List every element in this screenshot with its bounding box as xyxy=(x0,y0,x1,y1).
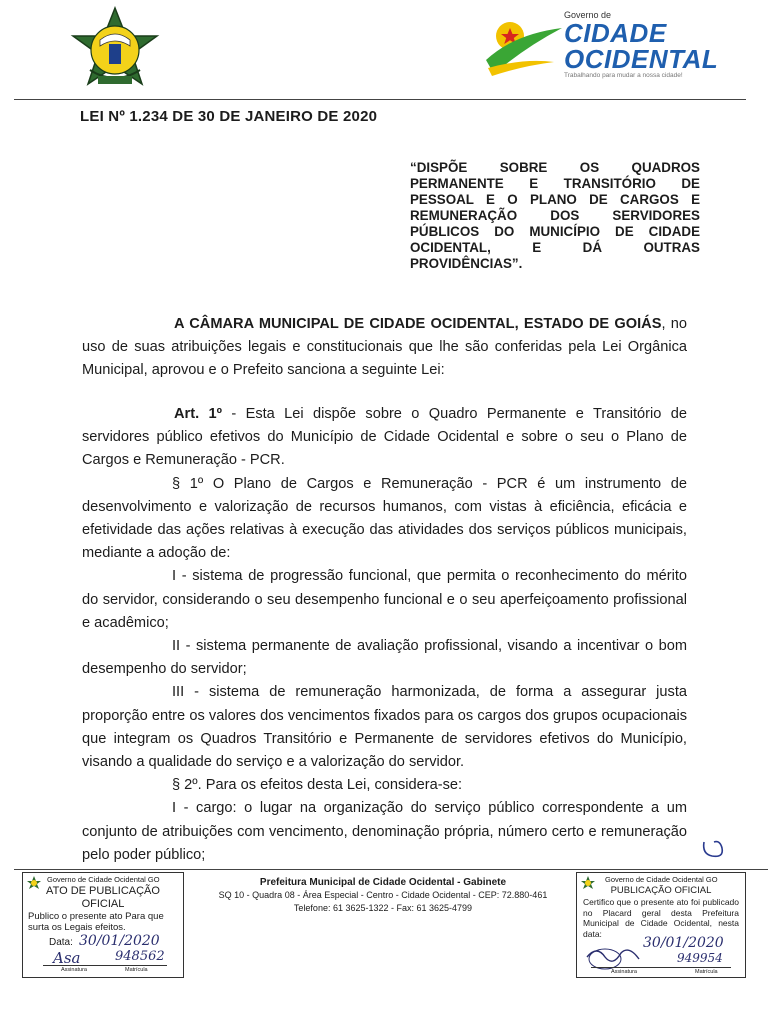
item-iii: III - sistema de remuneração harmonizada, de forma a assegurar justa proporção entre os valores dos vencimentos fixados para os cargos dos grupos ocupacionais que integram os Quadros Transitório e Permanente de servidores efetivos do Município, visando a qualidade do serviço e a valorização do servidor. xyxy=(82,684,687,771)
preamble-paragraph xyxy=(82,313,687,383)
summary-line: PESSOAL E O PLANO DE CARGOS E xyxy=(410,192,700,207)
item-ii: II - sistema permanente de avaliação profissional, visando a incentivar o bom desempenho do servidor; xyxy=(82,638,687,678)
summary-line: OCIDENTAL, E DÁ OUTRAS xyxy=(410,240,700,255)
article-1-label: Art. 1º xyxy=(174,406,222,422)
stamp-date-label: Data: xyxy=(49,937,73,948)
stamp-sig-label: Assinatura xyxy=(61,967,87,973)
stamp-title-1: ATO DE PUBLICAÇÃO xyxy=(46,885,160,897)
stamp-date-value: 30/01/2020 xyxy=(79,933,160,949)
stamp-title-2: OFICIAL xyxy=(81,898,125,910)
article-1-text: - Esta Lei dispõe sobre o Quadro Permanente e Transitório de servidores público efetivos do Município de Cidade Ocidental e sobre o seu o Plano de Cargos e Remuneração - PCR. xyxy=(82,406,687,469)
summary-line: “DISPÕE SOBRE OS QUADROS xyxy=(410,160,700,175)
stamp-text: Certifico que o presente ato foi publicado no Placard geral desta Prefeitura Municipal de Cidade Ocidental, nesta data: xyxy=(583,897,739,939)
preamble-text: , no uso de suas atribuições legais e constitucionais que lhe são conferidas pela Lei Orgânica Municipal, aprovou e o Prefeito sanciona a seguinte Lei: xyxy=(82,316,687,379)
brand-prefix: Governo de xyxy=(564,10,612,20)
handwritten-initial-mark xyxy=(700,836,728,867)
summary-line: PERMANENTE E TRANSITÓRIO DE xyxy=(410,176,700,191)
law-summary xyxy=(410,160,700,272)
article-1-paragraph xyxy=(82,403,687,473)
article-1 xyxy=(82,403,687,867)
publication-stamp-left xyxy=(22,872,184,978)
city-government-logo xyxy=(484,10,719,80)
brand-name-line1: CIDADE xyxy=(564,18,667,48)
stamp-sig-label: Assinatura xyxy=(611,969,637,975)
definition-i: I - cargo: o lugar na organização do serviço público correspondente a um conjunto de atribuições com vencimento, denominação própria, número certo e remuneração pelo poder público; xyxy=(82,800,687,863)
summary-line: PÚBLICOS DO MUNICÍPIO DE CIDADE xyxy=(410,224,700,239)
preamble-authority: A CÂMARA MUNICIPAL DE CIDADE OCIDENTAL, ESTADO DE GOIÁS xyxy=(174,316,662,332)
stamp-matricula-value: 948562 xyxy=(115,949,165,964)
stamp-header: Governo de Cidade Ocidental GO xyxy=(47,875,160,884)
footer-divider xyxy=(14,869,768,870)
item-i: I - sistema de progressão funcional, que permita o reconhecimento do mérito do servidor, considerando o seu desempenho funcional e o seu aperfeiçoamento profissional e acadêmico; xyxy=(82,568,687,631)
stamp-sign-line xyxy=(591,967,731,968)
header-divider xyxy=(14,99,746,100)
brand-tagline: Trabalhando para mudar a nossa cidade! xyxy=(564,72,683,79)
summary-line: PROVIDÊNCIAS”. xyxy=(410,256,523,271)
summary-line: REMUNERAÇÃO DOS SERVIDORES xyxy=(410,208,700,223)
municipal-crest-logo xyxy=(60,6,170,98)
footer-office: Prefeitura Municipal de Cidade Ocidental - Gabinete xyxy=(259,877,507,888)
stamp-date-value: 30/01/2020 xyxy=(643,935,724,951)
stamp-header: Governo de Cidade Ocidental GO xyxy=(605,875,718,884)
stamp-signature: Asa xyxy=(53,949,81,967)
paragraph-2: § 2º. Para os efeitos desta Lei, considera-se: xyxy=(172,777,463,794)
stamp-mat-label: Matrícula xyxy=(125,967,148,973)
footer-address: SQ 10 - Quadra 08 - Área Especial - Centro - Cidade Ocidental - CEP: 72.880-461 xyxy=(218,890,548,900)
footer-phones: Telefone: 61 3625-1322 - Fax: 61 3625-4799 xyxy=(293,903,473,913)
stamp-sign-line xyxy=(43,965,167,966)
publication-stamp-right xyxy=(576,872,746,978)
law-title: LEI Nº 1.234 DE 30 DE JANEIRO DE 2020 xyxy=(80,108,378,125)
footer-address-block xyxy=(188,876,578,915)
brand-name-line2: OCIDENTAL xyxy=(564,44,719,74)
paragraph-1: § 1º O Plano de Cargos e Remuneração - PCR é um instrumento de desenvolvimento e valorização de recursos humanos, com vistas à eficiência, eficácia e efetividade das ações relativas à execução das atividades dos serviços públicos municipais, mediante a adoção de: xyxy=(82,475,687,562)
stamp-mat-label: Matrícula xyxy=(695,969,718,975)
stamp-matricula-value: 949954 xyxy=(677,951,723,965)
law-body xyxy=(82,313,687,383)
stamp-title: PUBLICAÇÃO OFICIAL xyxy=(610,885,712,896)
stamp-text: Publico o presente ato Para que surta os Legais efeitos. xyxy=(28,911,164,933)
